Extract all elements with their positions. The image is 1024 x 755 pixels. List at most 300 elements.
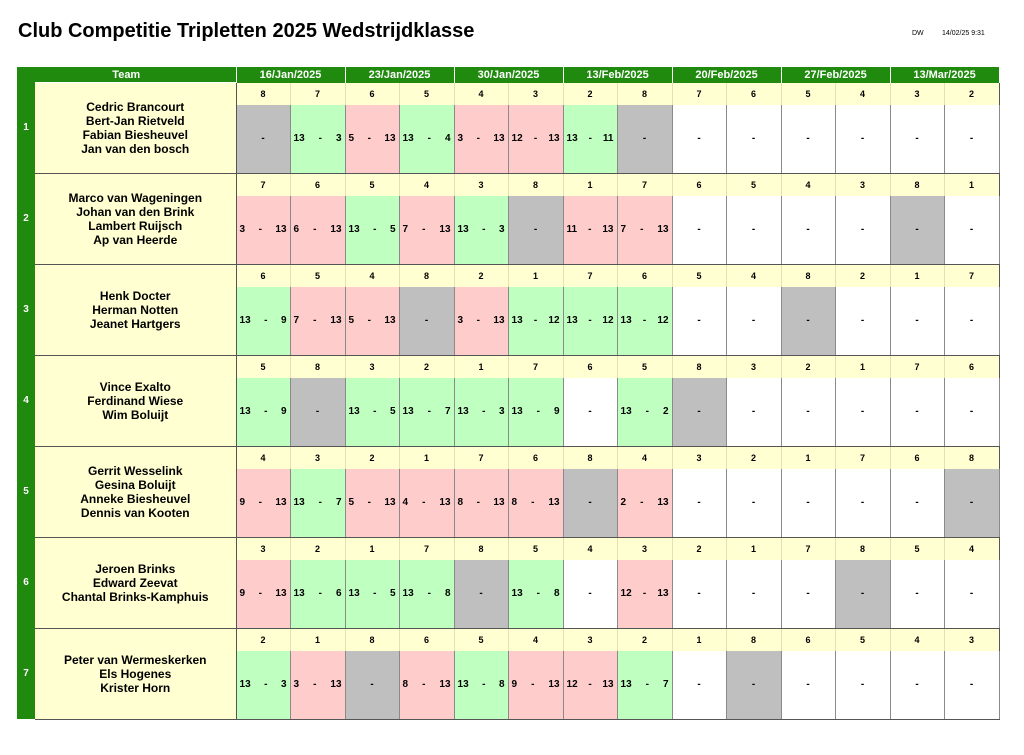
score-cell xyxy=(399,378,454,447)
unplayed-cell xyxy=(726,469,781,538)
score-separator: - xyxy=(427,133,431,144)
score-own: 5 xyxy=(348,497,355,508)
score-separator: - xyxy=(318,497,322,508)
unplayed-cell xyxy=(835,105,890,174)
score-own: 12 xyxy=(511,133,523,144)
opponent-number: 8 xyxy=(345,628,399,651)
empty-marker: - xyxy=(860,406,865,417)
score-own: 13 xyxy=(293,588,305,599)
score-separator: - xyxy=(645,679,649,690)
score-separator: - xyxy=(373,588,377,599)
opponent-number: 5 xyxy=(835,628,890,651)
score-own: 13 xyxy=(293,497,305,508)
opponent-number: 5 xyxy=(345,173,399,196)
player-name: Jan van den bosch xyxy=(81,141,190,156)
empty-marker: - xyxy=(806,224,810,235)
score-own: 3 xyxy=(457,133,464,144)
unplayed-cell xyxy=(781,196,835,265)
opponent-number: 6 xyxy=(672,173,726,196)
bye-cell xyxy=(454,560,508,629)
score-opponent: 13 xyxy=(493,497,505,508)
team-number: 2 xyxy=(17,173,35,264)
opponent-number: 1 xyxy=(508,264,563,287)
score-own: 13 xyxy=(457,406,469,417)
score-cell xyxy=(563,651,617,720)
bye-cell xyxy=(345,651,399,720)
team-players xyxy=(35,446,236,537)
score-own: 13 xyxy=(239,315,251,326)
score-cell xyxy=(454,469,508,538)
bye-cell xyxy=(290,378,345,447)
empty-marker: - xyxy=(915,315,919,326)
unplayed-cell xyxy=(890,105,944,174)
unplayed-cell xyxy=(726,287,781,356)
score-opponent: 13 xyxy=(275,224,287,235)
opponent-number: 3 xyxy=(236,537,290,560)
score-separator: - xyxy=(313,679,317,690)
unplayed-cell xyxy=(672,287,726,356)
score-own: 3 xyxy=(457,315,464,326)
opponent-number: 4 xyxy=(236,446,290,469)
opponent-number: 6 xyxy=(236,264,290,287)
empty-marker: - xyxy=(860,497,865,508)
opponent-number: 5 xyxy=(617,355,672,378)
score-cell xyxy=(399,469,454,538)
opponent-row xyxy=(17,355,999,378)
score-opponent: 5 xyxy=(389,224,396,235)
opponent-number: 2 xyxy=(835,264,890,287)
score-cell xyxy=(345,378,399,447)
opponent-number: 5 xyxy=(890,537,944,560)
date-header: 23/Jan/2025 xyxy=(345,67,454,83)
score-separator: - xyxy=(264,315,268,326)
opponent-number: 1 xyxy=(563,173,617,196)
score-cell xyxy=(563,287,617,356)
score-own: 13 xyxy=(348,588,360,599)
score-opponent: 13 xyxy=(657,588,669,599)
opponent-number: 6 xyxy=(508,446,563,469)
team-players xyxy=(35,83,236,174)
score-cell xyxy=(508,105,563,174)
player-name: Chantal Brinks-Kamphuis xyxy=(61,589,209,604)
score-opponent: 9 xyxy=(553,406,560,417)
score-cell xyxy=(399,651,454,720)
score-own: 5 xyxy=(348,315,355,326)
empty-marker: - xyxy=(915,406,919,417)
bye-cell xyxy=(781,287,835,356)
unplayed-cell xyxy=(563,560,617,629)
score-opponent: 13 xyxy=(602,679,614,690)
team-players xyxy=(35,173,236,264)
team-number: 7 xyxy=(17,628,35,719)
score-cell xyxy=(290,287,345,356)
unplayed-cell xyxy=(781,560,835,629)
player-name: Ferdinand Wiese xyxy=(87,393,184,408)
empty-marker: - xyxy=(860,588,865,599)
score-cell xyxy=(617,287,672,356)
player-name: Gesina Boluijt xyxy=(94,477,176,492)
score-own: 13 xyxy=(239,679,251,690)
score-separator: - xyxy=(588,133,592,144)
empty-marker: - xyxy=(370,679,374,690)
unplayed-cell xyxy=(672,196,726,265)
opponent-number: 8 xyxy=(726,628,781,651)
team-number: 3 xyxy=(17,264,35,355)
empty-marker: - xyxy=(588,406,592,417)
player-name: Els Hogenes xyxy=(99,666,172,681)
score-own: 9 xyxy=(239,588,246,599)
score-own: 13 xyxy=(511,406,523,417)
opponent-number: 4 xyxy=(563,537,617,560)
score-own: 3 xyxy=(293,679,300,690)
empty-marker: - xyxy=(751,315,756,326)
empty-marker: - xyxy=(969,588,974,599)
score-opponent: 9 xyxy=(280,406,287,417)
score-opponent: 13 xyxy=(548,679,560,690)
opponent-number: 5 xyxy=(508,537,563,560)
score-opponent: 13 xyxy=(330,315,342,326)
opponent-number: 8 xyxy=(617,83,672,105)
score-cell xyxy=(617,560,672,629)
opponent-number: 8 xyxy=(399,264,454,287)
opponent-number: 5 xyxy=(672,264,726,287)
unplayed-cell xyxy=(726,378,781,447)
score-own: 12 xyxy=(566,679,578,690)
bye-cell xyxy=(508,196,563,265)
score-separator: - xyxy=(476,315,480,326)
date-header: 13/Mar/2025 xyxy=(890,67,999,83)
opponent-number: 1 xyxy=(944,173,999,196)
empty-marker: - xyxy=(751,679,756,690)
score-cell xyxy=(290,105,345,174)
score-separator: - xyxy=(264,679,268,690)
score-cell xyxy=(617,196,672,265)
opponent-number: 4 xyxy=(835,83,890,105)
opponent-number: 1 xyxy=(672,628,726,651)
score-opponent: 8 xyxy=(498,679,505,690)
unplayed-cell xyxy=(781,378,835,447)
team-players xyxy=(35,264,236,355)
opponent-number: 7 xyxy=(454,446,508,469)
unplayed-cell xyxy=(944,196,999,265)
opponent-number: 2 xyxy=(563,83,617,105)
score-own: 9 xyxy=(239,497,246,508)
bye-cell xyxy=(944,469,999,538)
player-name: Peter van Wermeskerken xyxy=(63,652,207,667)
bye-cell xyxy=(399,287,454,356)
empty-marker: - xyxy=(860,679,865,690)
opponent-number: 1 xyxy=(399,446,454,469)
opponent-number: 3 xyxy=(672,446,726,469)
score-opponent: 3 xyxy=(335,133,342,144)
score-separator: - xyxy=(318,133,322,144)
opponent-number: 7 xyxy=(835,446,890,469)
unplayed-cell xyxy=(672,105,726,174)
score-opponent: 7 xyxy=(444,406,451,417)
opponent-number: 3 xyxy=(290,446,345,469)
player-name: Bert-Jan Rietveld xyxy=(85,113,185,128)
score-own: 11 xyxy=(566,224,578,235)
score-separator: - xyxy=(642,315,647,326)
opponent-number: 5 xyxy=(399,83,454,105)
player-name: Cedric Brancourt xyxy=(86,99,185,114)
empty-marker: - xyxy=(860,224,865,235)
date-header: 30/Jan/2025 xyxy=(454,67,563,83)
score-cell xyxy=(345,196,399,265)
empty-marker: - xyxy=(533,224,538,235)
score-cell xyxy=(617,651,672,720)
opponent-number: 2 xyxy=(454,264,508,287)
player-name: Dennis van Kooten xyxy=(80,505,190,520)
player-name: Lambert Ruijsch xyxy=(88,218,183,233)
score-separator: - xyxy=(588,224,592,235)
unplayed-cell xyxy=(781,105,835,174)
opponent-row xyxy=(17,264,999,287)
empty-marker: - xyxy=(969,406,974,417)
score-separator: - xyxy=(367,497,371,508)
unplayed-cell xyxy=(944,378,999,447)
opponent-number: 2 xyxy=(781,355,835,378)
opponent-number: 1 xyxy=(454,355,508,378)
printed-by: DW xyxy=(912,30,924,37)
score-own: 13 xyxy=(239,406,251,417)
opponent-number: 3 xyxy=(617,537,672,560)
score-separator: - xyxy=(640,224,644,235)
opponent-number: 7 xyxy=(508,355,563,378)
empty-marker: - xyxy=(806,133,810,144)
score-separator: - xyxy=(588,315,592,326)
player-name: Edward Zeevat xyxy=(92,575,178,590)
opponent-number: 7 xyxy=(290,83,345,105)
unplayed-cell xyxy=(835,378,890,447)
score-own: 3 xyxy=(239,224,246,235)
opponent-row xyxy=(17,628,999,651)
score-separator: - xyxy=(476,497,480,508)
opponent-number: 6 xyxy=(781,628,835,651)
opponent-number: 4 xyxy=(726,264,781,287)
score-opponent: 13 xyxy=(657,224,669,235)
opponent-number: 4 xyxy=(399,173,454,196)
score-cell xyxy=(345,469,399,538)
opponent-number: 1 xyxy=(781,446,835,469)
unplayed-cell xyxy=(890,560,944,629)
score-opponent: 6 xyxy=(335,588,342,599)
opponent-number: 4 xyxy=(617,446,672,469)
opponent-number: 2 xyxy=(672,537,726,560)
bye-cell xyxy=(890,196,944,265)
unplayed-cell xyxy=(890,651,944,720)
score-separator: - xyxy=(482,224,486,235)
score-separator: - xyxy=(373,406,377,417)
opponent-number: 5 xyxy=(454,628,508,651)
empty-marker: - xyxy=(751,497,756,508)
player-name: Gerrit Wesselink xyxy=(88,463,183,478)
score-opponent: 13 xyxy=(602,224,614,235)
score-cell xyxy=(454,287,508,356)
empty-marker: - xyxy=(751,588,756,599)
score-own: 13 xyxy=(620,315,632,326)
player-name: Wim Boluijt xyxy=(102,407,169,422)
empty-marker: - xyxy=(969,497,974,508)
opponent-number: 6 xyxy=(399,628,454,651)
score-separator: - xyxy=(645,406,649,417)
team-number: 4 xyxy=(17,355,35,446)
opponent-number: 7 xyxy=(399,537,454,560)
team-number: 5 xyxy=(17,446,35,537)
opponent-number: 3 xyxy=(563,628,617,651)
empty-marker: - xyxy=(479,588,483,599)
opponent-number: 8 xyxy=(944,446,999,469)
score-cell xyxy=(345,287,399,356)
empty-marker: - xyxy=(588,497,592,508)
score-own: 12 xyxy=(620,588,632,599)
opponent-number: 3 xyxy=(835,173,890,196)
score-opponent: 8 xyxy=(444,588,451,599)
score-cell xyxy=(290,469,345,538)
score-opponent: 13 xyxy=(439,679,451,690)
opponent-number: 5 xyxy=(726,173,781,196)
opponent-number: 2 xyxy=(617,628,672,651)
score-separator: - xyxy=(258,497,262,508)
score-opponent: 3 xyxy=(280,679,287,690)
opponent-number: 3 xyxy=(508,83,563,105)
empty-marker: - xyxy=(697,224,701,235)
opponent-number: 1 xyxy=(835,355,890,378)
score-opponent: 13 xyxy=(330,679,342,690)
opponent-number: 6 xyxy=(290,173,345,196)
score-cell xyxy=(454,651,508,720)
score-own: 13 xyxy=(293,133,305,144)
score-own: 13 xyxy=(348,406,360,417)
opponent-number: 8 xyxy=(290,355,345,378)
score-cell xyxy=(236,196,290,265)
opponent-number: 2 xyxy=(345,446,399,469)
opponent-number: 8 xyxy=(454,537,508,560)
score-own: 13 xyxy=(620,679,632,690)
score-own: 9 xyxy=(511,679,518,690)
opponent-number: 7 xyxy=(890,355,944,378)
score-separator: - xyxy=(476,133,480,144)
score-own: 2 xyxy=(620,497,627,508)
empty-marker: - xyxy=(860,315,865,326)
opponent-number: 3 xyxy=(726,355,781,378)
score-own: 13 xyxy=(457,679,469,690)
date-header: 27/Feb/2025 xyxy=(781,67,890,83)
player-name: Krister Horn xyxy=(100,680,171,695)
page-title: Club Competitie Tripletten 2025 Wedstrijdklasse xyxy=(18,20,475,42)
score-separator: - xyxy=(427,588,431,599)
score-opponent: 13 xyxy=(330,224,342,235)
opponent-number: 1 xyxy=(290,628,345,651)
score-opponent: 5 xyxy=(389,588,396,599)
unplayed-cell xyxy=(944,560,999,629)
score-separator: - xyxy=(642,588,647,599)
score-separator: - xyxy=(588,679,592,690)
opponent-number: 8 xyxy=(508,173,563,196)
team-players xyxy=(35,355,236,446)
score-cell xyxy=(617,469,672,538)
empty-marker: - xyxy=(860,133,865,144)
empty-marker: - xyxy=(915,224,919,235)
empty-marker: - xyxy=(806,497,810,508)
empty-marker: - xyxy=(697,133,701,144)
score-opponent: 12 xyxy=(602,315,614,326)
unplayed-cell xyxy=(944,105,999,174)
score-opponent: 3 xyxy=(498,406,505,417)
player-name: Anneke Biesheuvel xyxy=(80,491,191,506)
bye-cell xyxy=(617,105,672,174)
score-cell xyxy=(399,105,454,174)
score-opponent: 13 xyxy=(275,588,287,599)
empty-marker: - xyxy=(697,497,701,508)
empty-marker: - xyxy=(969,315,974,326)
empty-marker: - xyxy=(315,406,320,417)
empty-marker: - xyxy=(915,133,919,144)
opponent-number: 4 xyxy=(345,264,399,287)
score-cell xyxy=(454,378,508,447)
score-separator: - xyxy=(533,133,538,144)
score-opponent: 13 xyxy=(439,497,451,508)
player-name: Johan van den Brink xyxy=(76,204,195,219)
score-separator: - xyxy=(313,315,317,326)
player-name: Jeroen Brinks xyxy=(95,561,176,576)
bye-cell xyxy=(835,560,890,629)
team-rows xyxy=(17,83,999,720)
unplayed-cell xyxy=(835,469,890,538)
opponent-number: 6 xyxy=(726,83,781,105)
score-opponent: 11 xyxy=(602,133,614,144)
score-cell xyxy=(454,105,508,174)
score-own: 13 xyxy=(348,224,360,235)
score-own: 13 xyxy=(402,133,414,144)
date-header: 16/Jan/2025 xyxy=(236,67,345,83)
team-players xyxy=(35,537,236,628)
score-cell xyxy=(236,378,290,447)
empty-marker: - xyxy=(424,315,429,326)
score-own: 13 xyxy=(402,588,414,599)
opponent-number: 4 xyxy=(944,537,999,560)
score-own: 8 xyxy=(511,497,518,508)
opponent-row xyxy=(17,537,999,560)
team-number: 1 xyxy=(17,83,35,174)
unplayed-cell xyxy=(726,560,781,629)
bye-cell xyxy=(672,378,726,447)
empty-marker: - xyxy=(697,406,701,417)
unplayed-cell xyxy=(672,469,726,538)
score-cell xyxy=(290,560,345,629)
empty-marker: - xyxy=(969,224,974,235)
opponent-number: 5 xyxy=(290,264,345,287)
score-separator: - xyxy=(373,224,377,235)
score-separator: - xyxy=(536,588,540,599)
opponent-number: 6 xyxy=(944,355,999,378)
opponent-number: 8 xyxy=(835,537,890,560)
empty-marker: - xyxy=(642,133,647,144)
date-header: 13/Feb/2025 xyxy=(563,67,672,83)
score-cell xyxy=(399,560,454,629)
score-separator: - xyxy=(367,133,371,144)
unplayed-cell xyxy=(672,560,726,629)
score-separator: - xyxy=(258,224,262,235)
player-name: Jeanet Hartgers xyxy=(89,316,181,331)
opponent-number: 2 xyxy=(290,537,345,560)
empty-marker: - xyxy=(697,315,701,326)
player-name: Herman Notten xyxy=(92,302,179,317)
score-opponent: 5 xyxy=(389,406,396,417)
bye-cell xyxy=(563,469,617,538)
score-own: 7 xyxy=(293,315,300,326)
score-cell xyxy=(236,469,290,538)
